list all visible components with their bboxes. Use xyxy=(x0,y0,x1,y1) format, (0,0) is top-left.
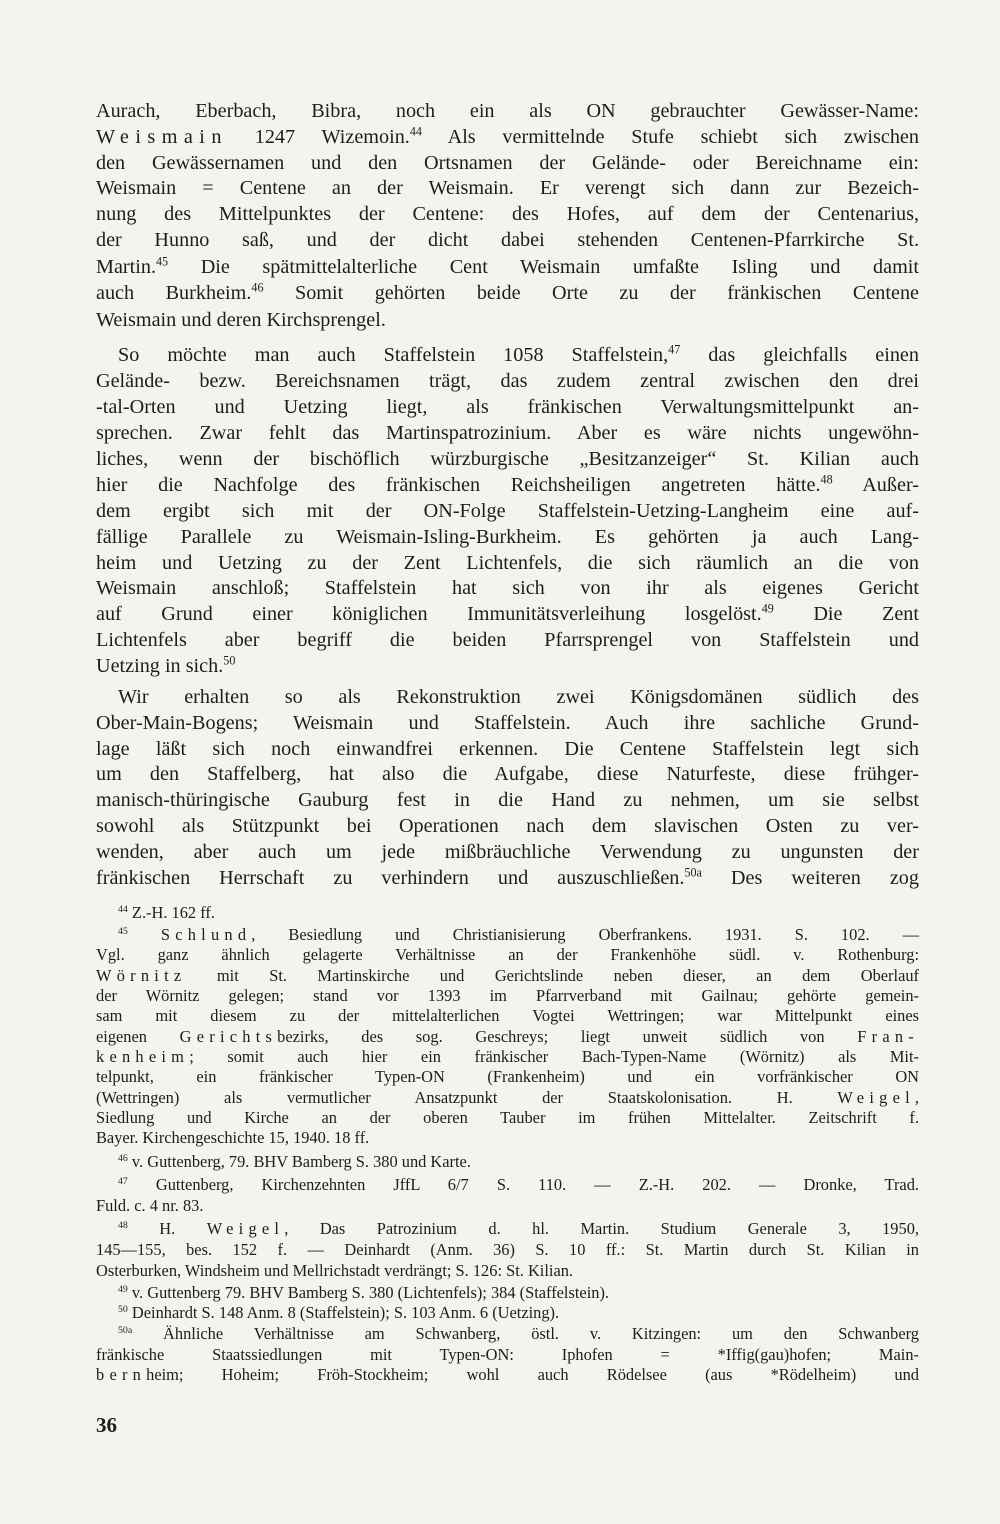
text-run: lage läßt sich noch einwandfrei erkennen. Die Centene Staffelstein legt sich xyxy=(96,738,919,760)
text-run: Weigel xyxy=(206,1219,285,1238)
text-run: H. xyxy=(127,1219,207,1238)
text-run: (Wettringen) als vermutlicher Ansatzpunkt der Staatskolonisation. H. xyxy=(96,1088,838,1107)
text-run: Weismain anschloß; Staffelstein hat sich von ihr als eigenes Gericht xyxy=(96,577,919,599)
text-run: Ähnliche Verhältnisse am Schwanberg, östl. v. Kitzingen: um den Schwanberg xyxy=(132,1324,919,1343)
footnote-line xyxy=(96,1108,919,1128)
text-run: , Besiedlung und Christianisierung Oberfrankens. 1931. S. 102. — xyxy=(251,925,919,944)
body-line xyxy=(96,254,919,280)
text-run: Vgl. ganz ähnlich gelagerte Verhältnisse an der Frankenhöhe südl. v. Rothenburg: xyxy=(96,945,919,964)
text-run: Schlund xyxy=(160,925,252,944)
text-run: Bayer. Kirchengeschichte 15, 1940. 18 ff. xyxy=(96,1128,370,1147)
footnote-ref: 46 xyxy=(118,1153,128,1165)
body-line xyxy=(96,498,919,524)
text-run: Osterburken, Windsheim und Mellrichstadt verdrängt; S. 126: St. Kilian. xyxy=(96,1261,574,1280)
body-line xyxy=(96,150,919,176)
text-run: , xyxy=(914,1088,919,1107)
text-run: fränkische Staatssiedlungen mit Typen-ON: Iphofen = *Iffig(gau)hofen; Main- xyxy=(96,1345,919,1364)
footnote-line xyxy=(118,1152,919,1172)
text-run: Ober-Main-Bogens; Weismain und Staffelstein. Auch ihre sachliche Grund- xyxy=(96,712,919,734)
footnote-line xyxy=(96,1261,919,1281)
text-run: Weismain xyxy=(96,126,228,148)
text-run: fränkischen Herrschaft zu verhindern und auszuschließen. xyxy=(96,867,685,889)
footnote-ref: 45 xyxy=(118,926,128,938)
footnote-line xyxy=(96,966,919,986)
footnote-line xyxy=(118,1303,919,1323)
body-line xyxy=(96,736,919,762)
text-run: Siedlung und Kirche an der oberen Tauber im frühen Mittelalter. Zeitschrift f. xyxy=(96,1108,919,1127)
footnote-line xyxy=(96,1006,919,1026)
footnote-ref: 47 xyxy=(118,1176,128,1188)
text-run: Weigel xyxy=(837,1088,915,1107)
body-line xyxy=(96,446,919,472)
body-line xyxy=(96,550,919,576)
text-run: mit St. Martinskirche und Gerichtslinde neben dieser, an dem Oberlauf xyxy=(186,966,919,985)
footnote-line xyxy=(96,986,919,1006)
text-run: sam mit diesem zu der mittelalterlichen Vogtei Wettringen; war Mittelpunkt eines xyxy=(96,1006,919,1025)
body-line xyxy=(96,575,919,601)
footnote-ref: 48 xyxy=(820,472,833,487)
text-run: Fuld. c. 4 nr. 83. xyxy=(96,1196,204,1215)
text-run: wenden, aber auch um jede mißbräuchliche Verwendung zu ungunsten der xyxy=(96,841,919,863)
footnote-line xyxy=(96,945,919,965)
text-run: Martin. xyxy=(96,256,156,278)
body-line xyxy=(96,124,919,150)
text-run: um den Staffelberg, hat also die Aufgabe, diese Naturfeste, diese frühger- xyxy=(96,763,919,785)
footnote-ref: 44 xyxy=(409,124,422,139)
footnote-line xyxy=(118,1324,919,1344)
text-run: Gerichts xyxy=(179,1027,278,1046)
footnote-ref: 47 xyxy=(668,342,681,357)
footnote-ref: 50 xyxy=(223,653,236,668)
footnote-line xyxy=(96,1240,919,1260)
text-run: bern xyxy=(96,1365,147,1384)
footnote-line xyxy=(96,1047,919,1067)
text-run: v. Guttenberg, 79. BHV Bamberg S. 380 und Karte. xyxy=(127,1152,471,1171)
body-line xyxy=(96,524,919,550)
text-run: v. Guttenberg 79. BHV Bamberg S. 380 (Lichtenfels); 384 (Staffelstein). xyxy=(127,1283,609,1302)
text-run: Somit gehörten beide Orte zu der fränkischen Centene xyxy=(263,282,919,304)
text-run: 1247 Wizemoin. xyxy=(227,126,410,148)
body-line xyxy=(118,684,919,710)
text-run: auf Grund einer königlichen Immunitätsverleihung losgelöst. xyxy=(96,603,762,625)
body-line xyxy=(96,653,919,679)
footnote-ref: 50a xyxy=(684,865,702,880)
footnote-line xyxy=(96,1067,919,1087)
text-run: Als vermittelnde Stufe schiebt sich zwischen xyxy=(421,126,919,148)
text-run: 145—155, bes. 152 f. — Deinhardt (Anm. 36) S. 10 ff.: St. Martin durch St. Kilian in xyxy=(96,1240,919,1259)
body-line xyxy=(96,227,919,253)
text-run: Wir erhalten so als Rekonstruktion zwei Königsdomänen südlich des xyxy=(118,686,919,708)
text-run: dem ergibt sich mit der ON-Folge Staffelstein-Uetzing-Langheim eine auf- xyxy=(96,500,919,522)
text-run: Aurach, Eberbach, Bibra, noch ein als ON gebrauchter Gewässer-Name: xyxy=(96,100,919,122)
footnote-line xyxy=(118,903,919,923)
text-run: auch Burkheim. xyxy=(96,282,252,304)
footnote-line xyxy=(118,1219,919,1239)
footnote-ref: 46 xyxy=(251,280,264,295)
footnote-ref: 49 xyxy=(118,1284,128,1296)
text-run: Wörnitz xyxy=(96,966,187,985)
text-run: Des weiteren zog xyxy=(701,867,919,889)
body-line xyxy=(96,787,919,813)
body-line xyxy=(96,627,919,653)
text-run: hier die Nachfolge des fränkischen Reichsheiligen angetreten hätte. xyxy=(96,474,821,496)
text-run: eigenen xyxy=(96,1027,180,1046)
text-run: heim; Hoheim; Fröh-Stockheim; wohl auch Rödelsee (aus *Rödelheim) und xyxy=(146,1365,919,1384)
footnote-line xyxy=(96,1365,919,1385)
text-run: manisch-thüringische Gauburg fest in die Hand zu nehmen, um sie selbst xyxy=(96,789,919,811)
text-run: Die spätmittelalterliche Cent Weismain umfaßte Isling und damit xyxy=(168,256,919,278)
text-run: nung des Mittelpunktes der Centene: des Hofes, auf dem der Centenarius, xyxy=(96,203,919,225)
text-run: sowohl als Stützpunkt bei Operationen nach dem slavischen Osten zu ver- xyxy=(96,815,919,837)
footnote-ref: 48 xyxy=(118,1220,128,1232)
body-line xyxy=(96,307,919,333)
footnote-line xyxy=(118,1283,919,1303)
body-line xyxy=(96,761,919,787)
text-run: telpunkt, ein fränkischer Typen-ON (Frankenheim) und ein vorfränkischer ON xyxy=(96,1067,919,1086)
text-run: das gleichfalls einen xyxy=(680,344,919,366)
text-run: Guttenberg, Kirchenzehnten JffL 6/7 S. 110. — Z.-H. 202. — Dronke, Trad. xyxy=(127,1175,919,1194)
body-line xyxy=(96,710,919,736)
body-line xyxy=(96,280,919,306)
text-run: Die Zent xyxy=(773,603,919,625)
body-line xyxy=(96,201,919,227)
text-run: Z.-H. 162 ff. xyxy=(127,903,215,922)
footnote-line xyxy=(96,1088,919,1108)
text-run: -tal-Orten und Uetzing liegt, als fränkischen Verwaltungsmittelpunkt an- xyxy=(96,396,919,418)
text-run: Weismain = Centene an der Weismain. Er verengt sich dann zur Bezeich- xyxy=(96,177,919,199)
text-run: fällige Parallele zu Weismain-Isling-Burkheim. Es gehörten ja auch Lang- xyxy=(96,526,919,548)
text-run: der Hunno saß, und der dicht dabei stehenden Centenen-Pfarrkirche St. xyxy=(96,229,919,251)
footnote-line xyxy=(96,1027,919,1047)
text-run: Weismain und deren Kirchsprengel. xyxy=(96,309,386,331)
footnote-line xyxy=(96,1128,919,1148)
body-line xyxy=(96,175,919,201)
text-run: Lichtenfels aber begriff die beiden Pfarrsprengel von Staffelstein und xyxy=(96,629,919,651)
body-line xyxy=(96,420,919,446)
text-run xyxy=(128,925,161,944)
text-run: den Gewässernamen und den Ortsnamen der Gelände- oder Bereichname ein: xyxy=(96,152,919,174)
body-line xyxy=(96,601,919,627)
text-run: heim und Uetzing zu der Zent Lichtenfels, die sich räumlich an die von xyxy=(96,552,919,574)
text-run: Fran- xyxy=(857,1027,919,1046)
text-run: So möchte man auch Staffelstein 1058 Staffelstein, xyxy=(118,344,669,366)
body-line xyxy=(96,813,919,839)
text-run: kenheim xyxy=(96,1047,190,1066)
body-line xyxy=(96,368,919,394)
footnote-ref: 45 xyxy=(156,254,169,269)
text-run: der Wörnitz gelegen; stand vor 1393 im Pfarrverband mit Gailnau; gehörte gemein- xyxy=(96,986,919,1005)
footnote-line xyxy=(118,925,919,945)
text-run: Uetzing in sich. xyxy=(96,655,224,677)
text-run: bezirks, des sog. Geschreys; liegt unweit südlich von xyxy=(277,1027,858,1046)
footnote-ref: 49 xyxy=(761,601,774,616)
footnote-ref: 50a xyxy=(118,1325,133,1337)
footnote-line xyxy=(96,1345,919,1365)
body-line xyxy=(96,472,919,498)
text-run: Außer- xyxy=(832,474,919,496)
text-run: Gelände- bezw. Bereichsnamen trägt, das zudem zentral zwischen den drei xyxy=(96,370,919,392)
text-run: , Das Patrozinium d. hl. Martin. Studium Generale 3, 1950, xyxy=(284,1219,919,1238)
footnote-ref: 50 xyxy=(118,1304,128,1316)
text-run: ; somit auch hier ein fränkischer Bach-Typen-Name (Wörnitz) als Mit- xyxy=(189,1047,919,1066)
body-line xyxy=(96,865,919,891)
text-run: sprechen. Zwar fehlt das Martinspatrozinium. Aber es wäre nichts ungewöhn- xyxy=(96,422,919,444)
footnote-ref: 44 xyxy=(118,904,128,916)
body-line xyxy=(96,839,919,865)
footnote-line xyxy=(118,1175,919,1195)
text-run: Deinhardt S. 148 Anm. 8 (Staffelstein); S. 103 Anm. 6 (Uetzing). xyxy=(127,1303,560,1322)
footnote-line xyxy=(96,1196,919,1216)
body-line xyxy=(96,394,919,420)
page-number: 36 xyxy=(96,1413,117,1437)
text-run: liches, wenn der bischöflich würzburgische „Besitzanzeiger“ St. Kilian auch xyxy=(96,448,919,470)
body-line xyxy=(118,342,919,368)
body-line xyxy=(96,98,919,124)
